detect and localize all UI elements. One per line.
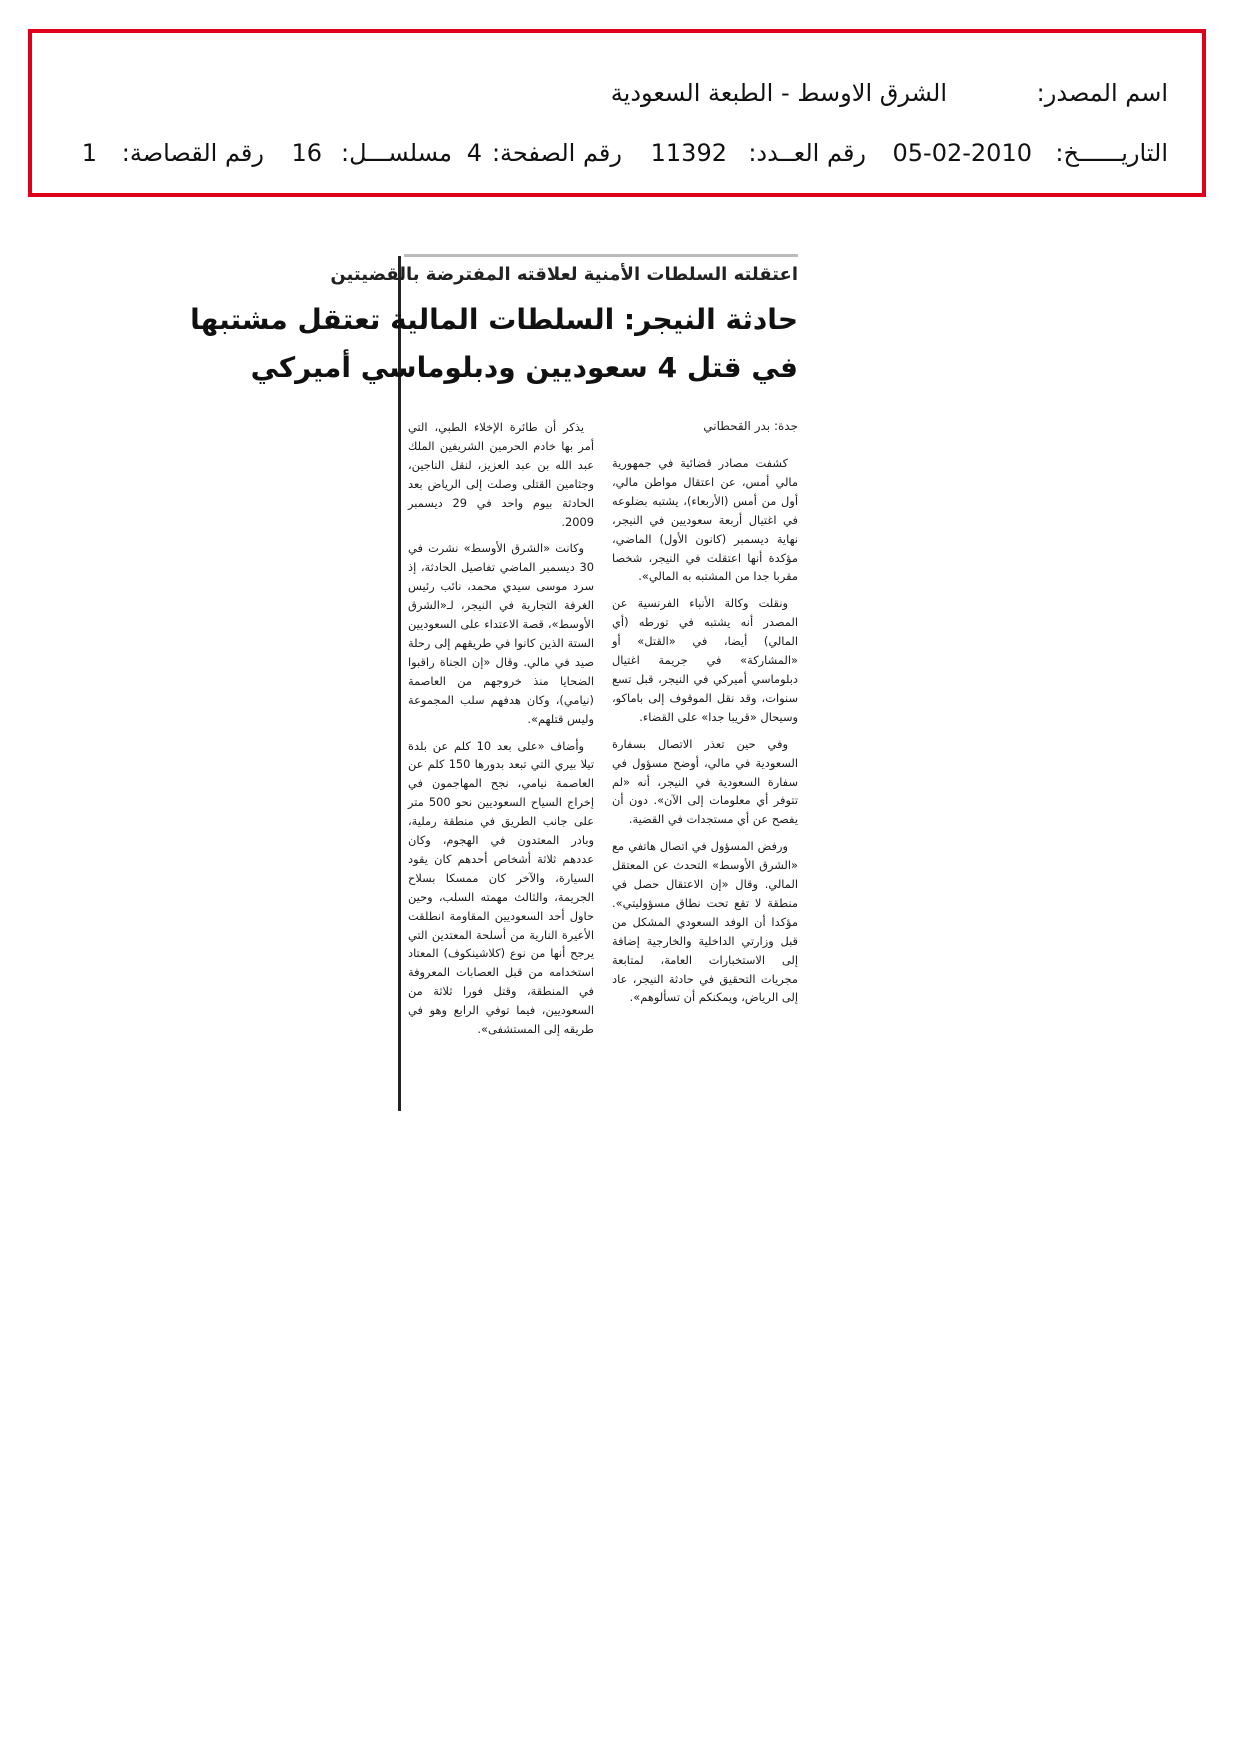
paragraph: كشفت مصادر قضائية في جمهورية مالي أمس، عن اعتقال مواطن مالي، أول من أمس (الأربعاء)، يشتبه بضلوعه في اغتيال أربعة سعوديين في النيجر، نهاية ديسمبر (كانون الأول) الماضي، مؤكدة أنها اعتقلت في النيجر، شخصا مقربا جدا من المشتبه به المالي».: [612, 456, 798, 584]
clip-number-value: 1: [81, 139, 97, 167]
headline-line-2: في قتل 4 سعوديين ودبلوماسي أميركي: [250, 351, 798, 384]
date-label: التاريــــــخ:: [1055, 139, 1168, 167]
clipping-top-rule: [404, 254, 798, 257]
date-value: 05-02-2010: [892, 139, 1032, 167]
headline-line-1: حادثة النيجر: السلطات المالية تعتقل مشتبها: [190, 303, 798, 336]
page-value: 4: [466, 139, 482, 167]
article-column-right: [612, 454, 798, 1015]
paragraph: وأضاف «على بعد 10 كلم عن بلدة تيلا بيري التي تبعد بدورها 150 كلم عن العاصمة نيامي، نجح المهاجمون في إخراج السياح السعوديين نحو 500 متر على جانب الطريق في منطقة رملية، وبادر المعتدون في الهجوم، وكان عددهم ثلاثة أشخاص أحدهم كان يقود السيارة، والآخر كان ممسكا بسلاح الجريمة، والثالث مهمته السلب، وحين حاول أحد السعوديين المقاومة انطلقت الأعيرة النارية من أسلحة المعتدين التي يرجح أنها من نوع (كلاشينكوف) المعتاد استخدامه من قبل العصابات المعروفة في المنطقة، وقتل فورا ثلاثة من السعوديين، فيما توفي الرابع وهو في طريقه إلى المستشفى».: [408, 738, 595, 1037]
serial-label: مسلســـل:: [341, 139, 452, 167]
clip-number-label: رقم القصاصة:: [121, 139, 264, 167]
serial-value: 16: [291, 139, 322, 167]
newspaper-clipping: [190, 254, 798, 1112]
paragraph: ونقلت وكالة الأنباء الفرنسية عن المصدر أنه يشتبه في تورطه (أي المالي) أيضا، في «القتل» أو «المشاركة» في جريمة اغتيال دبلوماسي أميركي في النيجر، قبل تسع سنوات، وقد نقل الموقوف إلى باماكو، وسيحال «قريبا جدا» على القضاء.: [612, 596, 798, 724]
source-value: الشرق الاوسط - الطبعة السعودية: [610, 79, 947, 107]
page-label: رقم الصفحة:: [491, 139, 622, 167]
article-headline: [190, 296, 798, 392]
issue-label: رقم العــدد:: [748, 139, 866, 167]
info-row: [32, 133, 1202, 173]
article-column-left: [408, 418, 594, 1047]
paragraph: وكانت «الشرق الأوسط» نشرت في 30 ديسمبر الماضي تفاصيل الحادثة، إذ سرد موسى سيدي محمد، نائب رئيس الغرفة التجارية في النيجر، لـ«الشرق الأوسط»، قصة الاعتداء على السعوديين الستة الذين كانوا في طريقهم إلى رحلة صيد في مالي. وقال «إن الجناة راقبوا الضحايا منذ خروجهم من العاصمة (نيامي)، وكان هدفهم سلب المجموعة وليس قتلهم».: [408, 541, 594, 726]
paragraph: يذكر أن طائرة الإخلاء الطبي، التي أمر بها خادم الحرمين الشريفين الملك عبد الله بن عبد العزيز، لنقل الناجين، وجثامين القتلى وصلت إلى الرياض بعد الحادثة بيوم واحد في 29 ديسمبر 2009.: [408, 420, 594, 529]
source-row: [32, 73, 1202, 113]
source-label: اسم المصدر:: [1036, 79, 1168, 107]
paragraph: وفي حين تعذر الاتصال بسفارة السعودية في مالي، أوضح مسؤول في سفارة السعودية في النيجر، أنه «لم تتوفر أي معلومات إلى الآن». دون أن يفصح عن أي مستجدات في القضية.: [612, 736, 798, 827]
issue-value: 11392: [650, 139, 727, 167]
article-byline: جدة: بدر القحطاني: [703, 419, 798, 433]
paragraph: ورفض المسؤول في اتصال هاتفي مع «الشرق الأوسط» التحدث عن المعتقل المالي. وقال «إن الاعتقال حصل في منطقة لا تقع تحت نطاق مسؤوليتي». مؤكدا أن الوفد السعودي المشكل من قبل وزارتي الداخلية والخارجية إضافة إلى الاستخبارات العامة، لمتابعة مجريات التحقيق في حادثة النيجر، عاد إلى الرياض، ويمكنكم أن تسألوهم».: [612, 839, 798, 1005]
clipping-metadata-box: [28, 29, 1206, 197]
article-kicker: اعتقلته السلطات الأمنية لعلاقته المفترضة بالقضيتين: [330, 264, 798, 285]
